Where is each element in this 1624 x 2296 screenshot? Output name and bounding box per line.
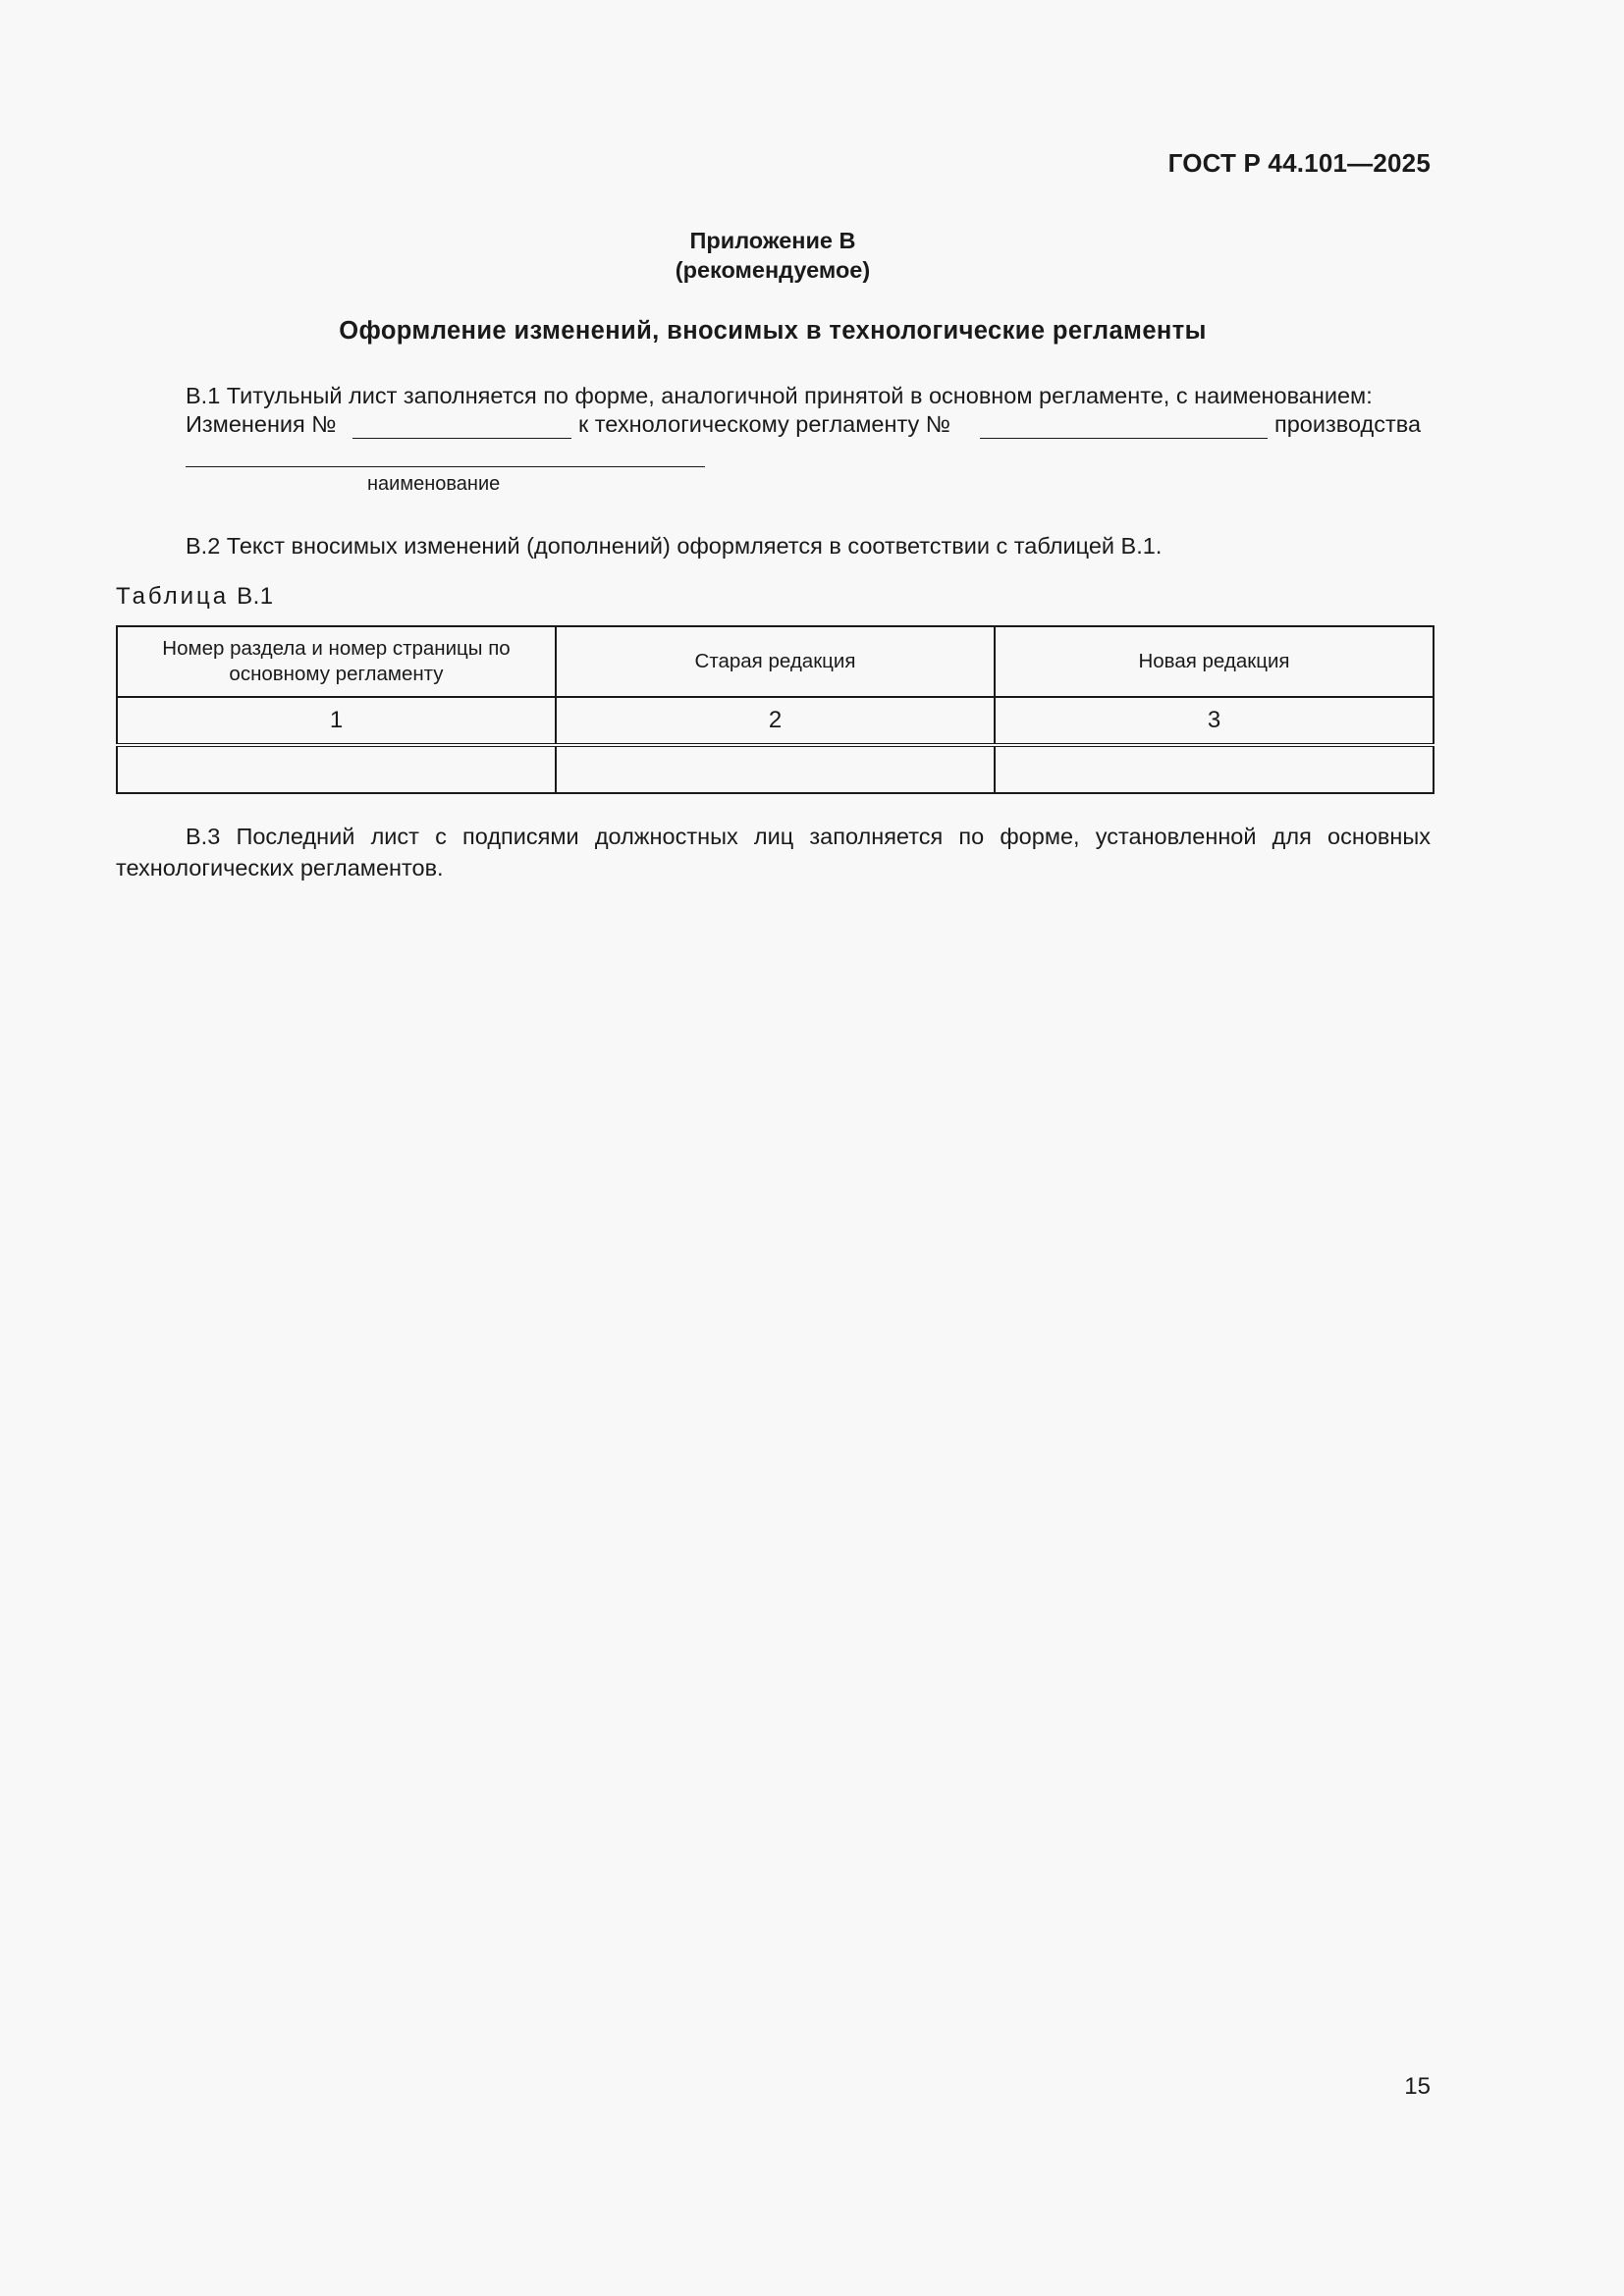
table-cell bbox=[117, 745, 556, 793]
table-cell bbox=[995, 745, 1434, 793]
regulation-number-blank bbox=[980, 438, 1268, 439]
paragraph-b3: В.3 Последний лист с подписями должностных лиц заполняется по форме, установленной для основных технологических регламентов. bbox=[116, 824, 1431, 881]
table-caption bbox=[116, 583, 274, 611]
changes-label: Изменения № bbox=[186, 411, 337, 437]
section-title: Оформление изменений, вносимых в технологические регламенты bbox=[339, 317, 1207, 345]
paragraph-b1: В.1 Титульный лист заполняется по форме, аналогичной принятой в основном регламенте, с наименованием: bbox=[186, 383, 1373, 408]
form-line bbox=[186, 411, 1431, 443]
table-column-number: 3 bbox=[995, 697, 1434, 745]
table-row bbox=[117, 745, 1434, 793]
to-regulation-label: к технологическому регламенту № bbox=[578, 411, 950, 437]
page-number: 15 bbox=[1404, 2073, 1431, 2100]
change-number-blank bbox=[352, 438, 571, 439]
appendix-title: Приложение В bbox=[689, 228, 856, 253]
table-cell bbox=[556, 745, 995, 793]
table-column-number-row bbox=[117, 697, 1434, 745]
table-caption-number: В.1 bbox=[237, 583, 274, 610]
changes-table bbox=[116, 625, 1435, 794]
name-caption: наименование bbox=[367, 473, 501, 495]
paragraph-b2: В.2 Текст вносимых изменений (дополнений) оформляется в соответствии с таблицей В.1. bbox=[186, 533, 1163, 559]
table-header-cell: Новая редакция bbox=[995, 626, 1434, 697]
standard-code: ГОСТ Р 44.101—2025 bbox=[1167, 148, 1431, 178]
table-header-cell: Старая редакция bbox=[556, 626, 995, 697]
appendix-status: (рекомендуемое) bbox=[675, 257, 871, 283]
production-name-blank bbox=[186, 466, 705, 467]
production-label: производства bbox=[1274, 411, 1422, 437]
table-column-number: 1 bbox=[117, 697, 556, 745]
table-header-row bbox=[117, 626, 1434, 697]
table-header-cell: Номер раздела и номер страницы по основному регламенту bbox=[117, 626, 556, 697]
table-column-number: 2 bbox=[556, 697, 995, 745]
table-caption-word: Таблица bbox=[116, 583, 230, 610]
appendix-heading bbox=[0, 226, 1545, 285]
